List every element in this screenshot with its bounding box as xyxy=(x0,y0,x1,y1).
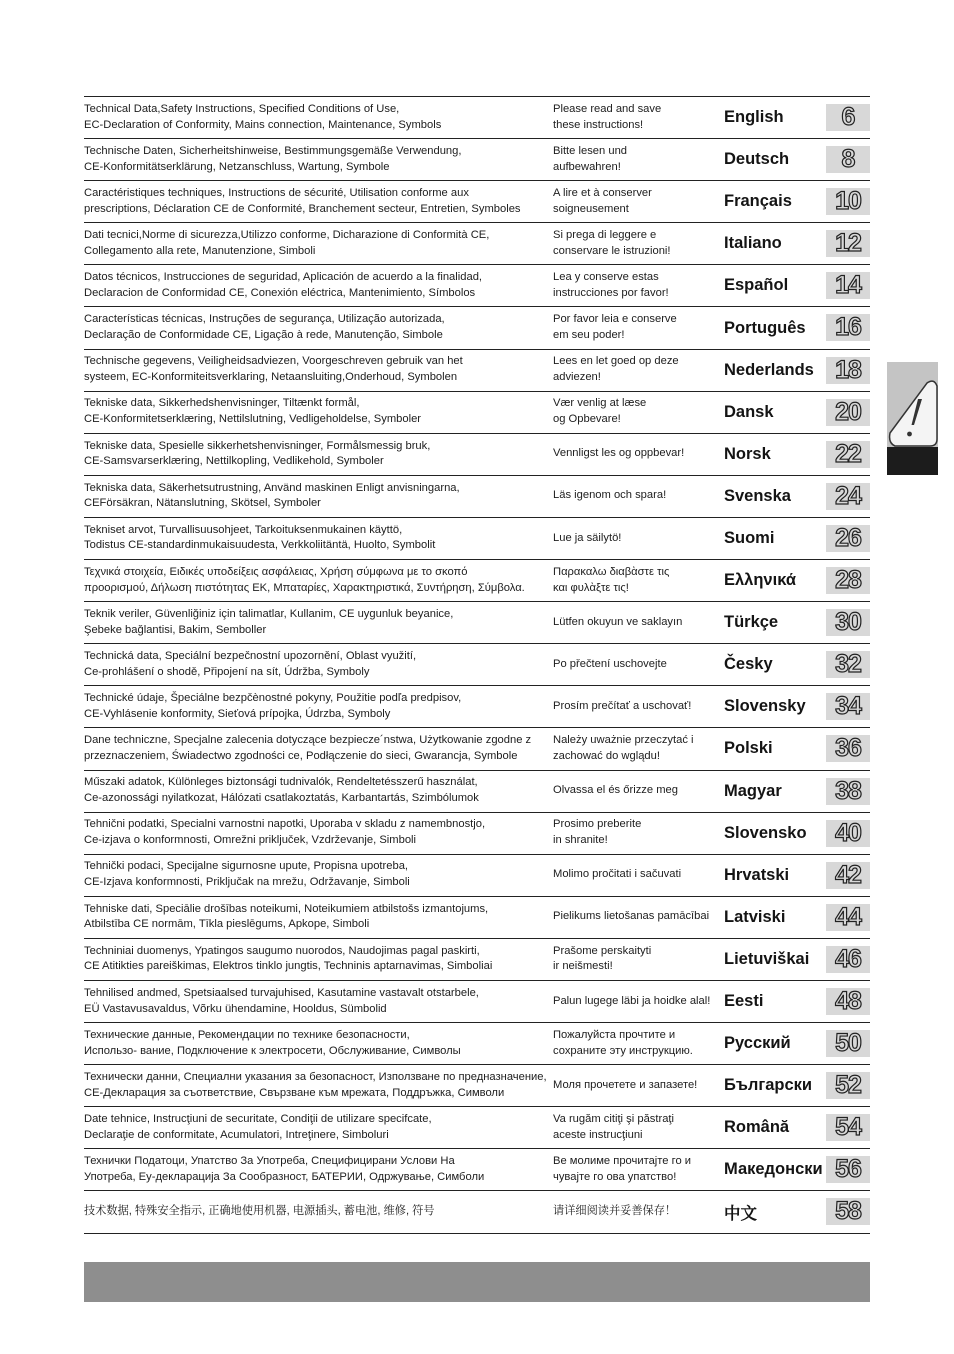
toc-description xyxy=(84,771,550,812)
toc-language[interactable]: Türkçe xyxy=(724,613,779,632)
note-line: ir neišmesti! xyxy=(553,960,613,973)
note-line: Molimo pročitati i sačuvati xyxy=(553,868,682,881)
description-line: CE-Vyhlásenie konformity, Sieťová prípojka, Údrzba, Symboly xyxy=(84,707,391,720)
toc-page-number[interactable]: 28 xyxy=(826,567,870,594)
toc-row xyxy=(84,181,870,223)
note-line: Läs igenom och spara! xyxy=(553,489,667,502)
note-line: Po přečtení uschovejte xyxy=(553,657,667,670)
toc-row xyxy=(84,1107,870,1149)
toc-read-note xyxy=(553,981,719,1022)
toc-read-note xyxy=(553,1107,719,1148)
note-line: чувајте го ова упатство! xyxy=(553,1170,677,1183)
description-line: CE-Декларация за съответствие, Свързване към мрежата, Поддръжка, Символи xyxy=(84,1086,505,1099)
description-line: Использо- вание, Подключение к электросети, Обслуживание, Символы xyxy=(84,1044,461,1057)
toc-language[interactable]: Svenska xyxy=(724,486,791,505)
toc-read-note xyxy=(553,560,719,601)
description-line: Technická data, Speciální bezpečnostní upozornění, Oblast využití, xyxy=(84,649,417,662)
note-line: Bitte lesen und xyxy=(553,144,628,157)
note-line: Моля прочетете и запазете! xyxy=(553,1078,698,1091)
toc-language[interactable]: Hrvatski xyxy=(724,865,790,884)
note-line: Vær venlig at læse xyxy=(553,397,647,410)
toc-read-note xyxy=(553,97,719,138)
toc-page-number[interactable]: 56 xyxy=(826,1156,870,1183)
note-line: Παρακαλω διαβὰστε τις xyxy=(553,565,670,578)
note-line: Pielikums lietošanas pamācībai xyxy=(553,910,710,923)
toc-row xyxy=(84,560,870,602)
note-line: Lue ja säilytö! xyxy=(553,531,622,544)
note-line: Vennligst les og oppbevar! xyxy=(553,447,685,460)
toc-page-number[interactable]: 36 xyxy=(826,735,870,762)
warning-exclamation-icon xyxy=(887,362,938,475)
toc-description xyxy=(84,1023,550,1064)
description-line: Tekniska data, Säkerhetsutrustning, Använd maskinen Enligt anvisningarna, xyxy=(84,481,460,494)
toc-language[interactable]: Suomi xyxy=(724,528,775,547)
toc-read-note xyxy=(553,939,719,980)
description-line: Tehniske dati, Speciālie drošības noteikumi, Noteikumiem atbilstošs izmantojums, xyxy=(84,902,489,915)
toc-language[interactable]: 中文 xyxy=(724,1204,757,1223)
side-tab xyxy=(887,362,938,475)
toc-page-number[interactable]: 40 xyxy=(826,820,870,847)
note-line: Prašome perskaityti xyxy=(553,944,652,957)
toc-page-number[interactable]: 30 xyxy=(826,609,870,636)
toc-description xyxy=(84,981,550,1022)
description-line: EC-Declaration of Conformity, Mains connection, Maintenance, Symbols xyxy=(84,118,442,131)
description-line: Tehnički podaci, Specijalne sigurnosne upute, Propisna upotreba, xyxy=(84,860,409,873)
description-line: CE-Konformitätserklärung, Netzanschluss, Wartung, Symbole xyxy=(84,160,390,173)
toc-language[interactable]: English xyxy=(724,108,784,127)
toc-description xyxy=(84,97,550,138)
note-line: Lees en let goed op deze xyxy=(553,355,679,368)
toc-read-note xyxy=(553,223,719,264)
toc-row xyxy=(84,728,870,770)
description-line: Declaração de Conformidade CE, Ligação à rede, Manutenção, Simbole xyxy=(84,329,443,342)
toc-read-note xyxy=(553,1191,719,1232)
toc-language[interactable]: Slovensky xyxy=(724,697,806,716)
description-line: Date tehnice, Instrucţiuni de securitate, Condiţii de utilizare specifcate, xyxy=(84,1113,432,1125)
toc-description xyxy=(84,476,550,517)
note-line: in shranite! xyxy=(553,834,608,847)
toc-page-number[interactable]: 50 xyxy=(826,1030,870,1057)
toc-row xyxy=(84,897,870,939)
description-line: Technical Data,Safety Instructions, Specified Conditions of Use, xyxy=(84,102,400,115)
note-line: adviezen! xyxy=(553,371,601,384)
description-line: προορισμού, Δήλωση πιστότητας ΕΚ, Μπαταρίες, Χαρακτηριστικά, Συντήρηση, Σύμβολα. xyxy=(84,581,525,594)
toc-description xyxy=(84,139,550,180)
toc-row xyxy=(84,350,870,392)
toc-description xyxy=(84,265,550,306)
toc-description xyxy=(84,1149,550,1190)
description-line: Teknik veriler, Güvenliğiniz için talimatlar, Kullanim, CE uygunluk beyanice, xyxy=(84,607,454,620)
toc-description xyxy=(84,813,550,854)
toc-row xyxy=(84,1023,870,1065)
toc-description xyxy=(84,223,550,264)
description-line: Dane techniczne, Specjalne zalecenia dotyczące bezpiecze´nstwa, Użytkowanie zgodne z xyxy=(84,734,532,747)
description-line: 技术数据, 特殊安全指示, 正确地使用机器, 电源插头, 蓄电池, 维修, 符号 xyxy=(84,1205,435,1218)
toc-read-note xyxy=(553,307,719,348)
note-line: Prosím prečítať a uschovať! xyxy=(553,699,692,712)
toc-description xyxy=(84,350,550,391)
description-line: Технически данни, Специални указания за безопасност, Използване по предназначение, xyxy=(84,1070,547,1083)
toc-row xyxy=(84,602,870,644)
toc-page-number[interactable]: 44 xyxy=(826,904,870,931)
description-line: Технические данные, Рекомендации по технике безопасности, xyxy=(84,1028,410,1041)
toc-row xyxy=(84,97,870,139)
note-line: Please read and save xyxy=(553,102,662,115)
toc-language[interactable]: Русский xyxy=(724,1034,791,1053)
toc-language[interactable]: Nederlands xyxy=(724,360,814,379)
toc-row xyxy=(84,139,870,181)
note-line: conservare le istruzioni! xyxy=(553,244,671,257)
toc-description xyxy=(84,897,550,938)
toc-language[interactable]: Magyar xyxy=(724,781,782,800)
toc-row xyxy=(84,939,870,981)
note-line: Prosimo preberite xyxy=(553,818,642,831)
toc-language[interactable]: Português xyxy=(724,318,806,337)
toc-description xyxy=(84,939,550,980)
description-line: Şebeke bağlantisi, Bakim, Semboller xyxy=(84,623,267,636)
toc-description xyxy=(84,1065,550,1106)
description-line: Tekniske data, Spesielle sikkerhetshenvisninger, Formålsmessig bruk, xyxy=(84,439,431,452)
toc-language[interactable]: Български xyxy=(724,1076,813,1095)
toc-row xyxy=(84,476,870,518)
description-line: Collegamento alla rete, Manutenzione, Simboli xyxy=(84,244,316,257)
description-line: CE-Konformitetserklæring, Nettilslutning, Vedligeholdelse, Symboler xyxy=(84,413,422,426)
description-line: Употреба, Еу-декларација За Сообразност, БАТЕРИИ, Одржување, Симболи xyxy=(84,1170,485,1183)
toc-read-note xyxy=(553,686,719,727)
description-line: Technické údaje, Špeciálne bezpčènostné pokyny, Použitie podľa predpisov, xyxy=(84,692,462,705)
toc-row xyxy=(84,265,870,307)
toc-read-note xyxy=(553,434,719,475)
table-of-contents xyxy=(84,96,870,1234)
description-line: CE Atitikties pareiškimas, Elektros tinklo jungtis, Techninis aptarnavimas, Simboliai xyxy=(84,960,493,973)
description-line: Tekniske data, Sikkerhedshenvisninger, Tiltænkt formål, xyxy=(84,397,360,410)
description-line: Datos técnicos, Instrucciones de seguridad, Aplicación de acuerdo a la finalidad, xyxy=(84,271,483,284)
description-line: CEFörsäkran, Nätanslutning, Skötsel, Symboler xyxy=(84,497,321,510)
note-line: aufbewahren! xyxy=(553,160,621,173)
toc-language[interactable]: Español xyxy=(724,276,789,295)
toc-row xyxy=(84,644,870,686)
toc-page-number[interactable]: 22 xyxy=(826,441,870,468)
toc-language[interactable]: Deutsch xyxy=(724,150,790,169)
toc-page-number[interactable]: 18 xyxy=(826,357,870,384)
toc-language[interactable]: Lietuviškai xyxy=(724,949,810,968)
toc-page-number[interactable]: 34 xyxy=(826,693,870,720)
toc-read-note xyxy=(553,518,719,559)
note-line: soigneusement xyxy=(553,202,629,215)
toc-row xyxy=(84,223,870,265)
note-line: сохраните эту инструкцию. xyxy=(553,1044,693,1057)
note-line: Palun lugege läbi ja hoidke alal! xyxy=(553,994,711,1007)
toc-page-number[interactable]: 6 xyxy=(826,104,870,131)
toc-page-number[interactable]: 24 xyxy=(826,483,870,510)
toc-description xyxy=(84,518,550,559)
toc-read-note xyxy=(553,392,719,433)
toc-description xyxy=(84,392,550,433)
note-line: A lire et à conserver xyxy=(553,186,652,199)
description-line: Dati tecnici,Norme di sicurezza,Utilizzo conforme, Dicharazione di Conformità CE, xyxy=(84,229,490,242)
description-line: Declaracion de Conformidad CE, Conexión eléctrica, Mantenimiento, Símbolos xyxy=(84,286,476,299)
note-line: og Opbevare! xyxy=(553,413,621,426)
note-line: zachować do wglądu! xyxy=(553,749,660,762)
toc-description xyxy=(84,1107,550,1148)
toc-description xyxy=(84,434,550,475)
note-line: Olvassa el és őrizze meg xyxy=(553,784,678,797)
toc-page-number[interactable]: 26 xyxy=(826,525,870,552)
toc-page-number[interactable]: 8 xyxy=(826,146,870,173)
toc-row xyxy=(84,1149,870,1191)
toc-row xyxy=(84,855,870,897)
toc-row xyxy=(84,518,870,560)
toc-page-number[interactable]: 46 xyxy=(826,946,870,973)
description-line: Технички Податоци, Упатство За Употреба, Специфицирани Услови На xyxy=(84,1155,455,1168)
note-line: Ве молиме прочитајте го и xyxy=(553,1155,692,1168)
toc-row xyxy=(84,813,870,855)
toc-description xyxy=(84,728,550,769)
toc-language[interactable]: Français xyxy=(724,192,792,211)
description-line: Technische gegevens, Veiligheidsadviezen, Voorgeschreven gebruik van het xyxy=(84,355,463,368)
note-line: Por favor leia e conserve xyxy=(553,313,677,326)
description-line: Τεχνικά στοιχεία, Ειδικές υποδείξεις ασφάλειας, Χρήση σύμφωνα με το σκοπό xyxy=(84,565,468,578)
toc-read-note xyxy=(553,771,719,812)
toc-language[interactable]: Česky xyxy=(724,655,773,674)
toc-read-note xyxy=(553,1149,719,1190)
toc-row xyxy=(84,434,870,476)
description-line: Ce-azonossági nyilatkozat, Hálózati csatlakoztatás, Karbantartás, Szimbólumok xyxy=(84,792,479,805)
description-line: Tehnični podatki, Specialni varnostni napotki, Uporaba v skladu z namembnostjo, xyxy=(84,818,486,831)
toc-read-note xyxy=(553,139,719,180)
toc-language[interactable]: Eesti xyxy=(724,992,764,1011)
toc-read-note xyxy=(553,728,719,769)
description-line: EÜ Vastavusavaldus, Võrku ühendamine, Hooldus, Sümbolid xyxy=(84,1002,387,1015)
toc-page-number[interactable]: 10 xyxy=(826,188,870,215)
note-line: em seu poder! xyxy=(553,329,625,342)
description-line: CE-Samsvarserklæring, Nettilkopling, Vedlikehold, Symboler xyxy=(84,455,384,468)
toc-read-note xyxy=(553,813,719,854)
toc-row xyxy=(84,1065,870,1107)
toc-page-number[interactable]: 52 xyxy=(826,1072,870,1099)
toc-row xyxy=(84,392,870,434)
description-line: prescriptions, Déclaration CE de Conformité, Branchement secteur, Entretien, Symboles xyxy=(84,202,521,215)
toc-page-number[interactable]: 38 xyxy=(826,778,870,805)
toc-read-note xyxy=(553,602,719,643)
toc-language[interactable]: Polski xyxy=(724,739,773,758)
toc-description xyxy=(84,560,550,601)
toc-row xyxy=(84,771,870,813)
description-line: systeem, EC-Konformiteitsverklaring, Netaansluiting,Onderhoud, Symbolen xyxy=(84,371,458,384)
toc-read-note xyxy=(553,350,719,391)
note-line: instrucciones por favor! xyxy=(553,286,669,299)
toc-read-note xyxy=(553,1065,719,1106)
description-line: Tekniset arvot, Turvallisuusohjeet, Tarkoituksenmukainen käyttö, xyxy=(84,523,403,536)
toc-description xyxy=(84,644,550,685)
toc-page-number[interactable]: 42 xyxy=(826,862,870,889)
toc-page-number[interactable]: 16 xyxy=(826,314,870,341)
toc-language[interactable]: Slovensko xyxy=(724,823,807,842)
description-line: Caractéristiques techniques, Instructions de sécurité, Utilisation conforme aux xyxy=(84,186,469,199)
toc-description xyxy=(84,181,550,222)
toc-language[interactable]: Italiano xyxy=(724,234,782,253)
note-line: aceste instrucţiuni xyxy=(553,1128,643,1141)
description-line: Technische Daten, Sicherheitshinweise, Bestimmungsgemäße Verwendung, xyxy=(84,144,462,157)
toc-page-number[interactable]: 20 xyxy=(826,399,870,426)
toc-row xyxy=(84,686,870,728)
toc-read-note xyxy=(553,181,719,222)
toc-description xyxy=(84,855,550,896)
toc-row xyxy=(84,307,870,349)
description-line: Techniniai duomenys, Ypatingos saugumo nuorodos, Naudojimas pagal paskirti, xyxy=(84,944,480,957)
note-line: Пожалуйста прочтите и xyxy=(553,1028,676,1041)
toc-description xyxy=(84,686,550,727)
note-line: Należy uważnie przeczytać i xyxy=(553,734,694,747)
description-line: Tehnilised andmed, Spetsiaalsed turvajuhised, Kasutamine vastavalt otstarbele, xyxy=(84,986,479,999)
toc-description xyxy=(84,307,550,348)
note-line: Lea y conserve estas xyxy=(553,271,659,284)
toc-page-number[interactable]: 12 xyxy=(826,230,870,257)
toc-read-note xyxy=(553,1023,719,1064)
toc-language[interactable]: Dansk xyxy=(724,402,774,421)
description-line: Características técnicas, Instruções de segurança, Utilização autorizada, xyxy=(84,313,445,326)
description-line: Atbilstība CE normām, Tīkla pieslēgums, Apkope, Simboli xyxy=(84,918,370,931)
note-line: και φυλὰξτε τις! xyxy=(553,581,629,594)
description-line: przeznaczeniem, Świadectwo zgodności ce, Podłączenie do sieci, Gwarancja, Symbole xyxy=(84,749,518,762)
toc-read-note xyxy=(553,855,719,896)
note-line: these instructions! xyxy=(553,118,644,131)
toc-page-number[interactable]: 58 xyxy=(826,1198,870,1225)
toc-description xyxy=(84,1191,550,1232)
toc-page-number[interactable]: 32 xyxy=(826,651,870,678)
note-line: Si prega di leggere e xyxy=(553,229,657,242)
toc-row xyxy=(84,1191,870,1233)
toc-row xyxy=(84,981,870,1023)
footer-bar xyxy=(84,1262,870,1302)
toc-read-note xyxy=(553,476,719,517)
description-line: Ce-izjava o konformnosti, Omrežni priključek, Vzdrževanje, Simboli xyxy=(84,834,417,847)
note-line: 请详细阅读并妥善保存！ xyxy=(553,1205,677,1218)
description-line: Declaraţie de conformitate, Acumulatori, Intreţinere, Simboluri xyxy=(84,1128,389,1141)
toc-read-note xyxy=(553,265,719,306)
note-line: Lütfen okuyun ve saklayın xyxy=(553,615,683,628)
note-line: Va rugăm citiţi şi păstraţi xyxy=(553,1113,675,1125)
toc-description xyxy=(84,602,550,643)
toc-page-number[interactable]: 48 xyxy=(826,988,870,1015)
toc-language[interactable]: Македонски xyxy=(724,1160,823,1179)
description-line: Ce-prohlášení o shodě, Připojení na sít, Údržba, Symboly xyxy=(84,665,370,678)
toc-language[interactable]: Română xyxy=(724,1118,790,1137)
toc-page-number[interactable]: 14 xyxy=(826,272,870,299)
toc-language[interactable]: Ελληνικά xyxy=(724,571,796,590)
toc-page-number[interactable]: 54 xyxy=(826,1114,870,1141)
toc-read-note xyxy=(553,644,719,685)
toc-language[interactable]: Norsk xyxy=(724,444,771,463)
toc-language[interactable]: Latviski xyxy=(724,907,786,926)
description-line: CE-Izjava konformnosti, Priključak na mrežu, Održavanje, Simboli xyxy=(84,876,410,889)
description-line: Todistus CE-standardinmukaisuudesta, Verkkoliitäntä, Huolto, Symbolit xyxy=(84,539,436,552)
toc-read-note xyxy=(553,897,719,938)
description-line: Műszaki adatok, Különleges biztonsági tudnivalók, Rendeltetésszerű használat, xyxy=(84,776,478,789)
